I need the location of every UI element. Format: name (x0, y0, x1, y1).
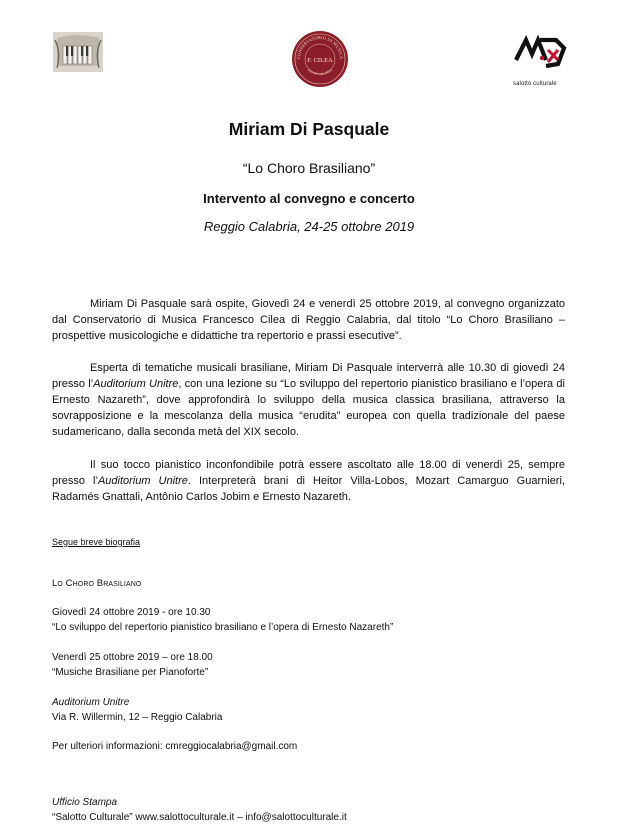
conservatory-seal-logo (291, 30, 349, 88)
paragraph-lecture (52, 360, 565, 440)
paragraph-concert (52, 457, 565, 505)
press-contacts: “Salotto Culturale” www.salottoculturale.it – info@salottoculturale.it (52, 812, 347, 823)
press-office: Ufficio Stampa (52, 797, 118, 808)
lecture-venue: Auditorium Unitre (93, 378, 179, 390)
place-date: Reggio Calabria, 24-25 ottobre 2019 (203, 219, 415, 234)
paragraph-intro: Miriam Di Pasquale sarà ospite, Giovedì 24 e venerdì 25 ottobre 2019, al convegno organizzato dal Conservatorio di Musica Francesco Cilea di Reggio Calabria, dal titolo “Lo Choro Brasiliano – prospettive musicologiche e didattiche tra repertorio e prassi esecutive”. (52, 298, 565, 342)
subtitle: “Lo Choro Brasiliano” (242, 160, 376, 176)
concert-text-b: . Interpreterà brani di Heitor Villa-Lobos, Mozart Camarguo Guarnieri, Radamés Gnattali, Antônio Carlos Jobim e Ernesto Nazareth. (52, 475, 565, 503)
venue-name: Auditorium Unitre (52, 697, 130, 708)
seal-top-text: CONSERVATORIO DI MUSICA (295, 34, 345, 60)
info-contact: Per ulteriori informazioni: cmreggiocalabria@gmail.com (52, 741, 298, 752)
event-line: Intervento al convegno e concerto (203, 191, 415, 206)
seal-bottom-text: REGGIO CALABRIA (306, 67, 334, 77)
logo-caption: salotto culturale (513, 81, 557, 87)
lecture-text-a: Esperta di tematiche musicali brasiliane, Miriam Di Pasquale interverrà alle 10.30 di giovedì 24 presso l’ (52, 362, 565, 390)
day1-what: “Lo sviluppo del repertorio pianistico brasiliano e l’opera di Ernesto Nazareth” (52, 622, 394, 633)
concert-venue: Auditorium Unitre (97, 475, 188, 487)
venue-address: Via R. Willermin, 12 – Reggio Calabria (52, 712, 223, 723)
day2-when: Venerdì 25 ottobre 2019 – ore 18.00 (52, 652, 213, 663)
concert-text-a: Il suo tocco pianistico inconfondibile potrà essere ascoltato alle 18.00 di venerdì 25, sempre presso l’ (52, 459, 565, 487)
day2-what: “Musiche Brasiliane per Pianoforte” (52, 667, 209, 678)
program-heading: Lo Choro Brasiliano (52, 578, 142, 589)
biography-link[interactable]: Segue breve biografia (52, 537, 141, 547)
piano-logo (53, 32, 103, 72)
day1-when: Giovedì 24 ottobre 2019 - ore 10.30 (52, 607, 211, 618)
page-title: Miriam Di Pasquale (228, 119, 390, 139)
lecture-text-b: , con una lezione su “Lo sviluppo del repertorio pianistico brasiliano e l’opera di Ernesto Nazareth”, dove approfondirà lo sviluppo della musica classica brasiliana, attraverso la sovrapposizione e la mescolanza della musica “erudita” europea con quella tradizionale del paese sudamericano, dalla seconda metà del XIX secolo. (52, 378, 565, 438)
seal-main-text: F. CILEA (307, 57, 333, 64)
